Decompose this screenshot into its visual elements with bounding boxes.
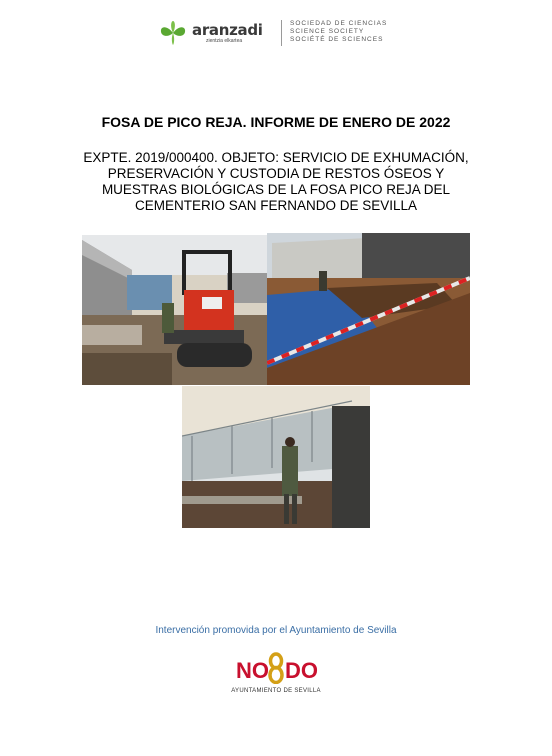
greenhouse-photo <box>182 386 370 528</box>
grave-trench-photo <box>267 233 470 385</box>
subtitle-line: PRESERVACIÓN Y CUSTODIA DE RESTOS ÓSEOS Y <box>107 166 445 181</box>
madeja-icon <box>270 654 282 683</box>
society-line: SOCIÉTÉ DE SCIENCES <box>290 36 384 43</box>
document-title: FOSA DE PICO REJA. INFORME DE ENERO DE 2022 <box>101 114 451 130</box>
logo-text-right: DO <box>285 658 318 683</box>
promoted-by-text: Intervención promovida por el Ayuntamiento de Sevilla <box>155 625 397 636</box>
subtitle-line: EXPTE. 2019/000400. OBJETO: SERVICIO DE EXHUMACIÓN, <box>83 150 469 165</box>
document-subtitle <box>40 150 512 214</box>
aranzadi-logo <box>158 18 263 48</box>
subtitle-line: MUESTRAS BIOLÓGICAS DE LA FOSA PICO REJA DEL <box>101 182 451 197</box>
brand-name: aranzadi <box>192 20 263 39</box>
subtitle-line: CEMENTERIO SAN FERNANDO DE SEVILLA <box>134 198 418 213</box>
aranzadi-leaf-icon <box>158 20 188 46</box>
no8do-logo <box>236 652 318 684</box>
brand-tagline: zientzia elkartea <box>206 37 243 44</box>
society-text <box>290 20 387 44</box>
city-council-label: AYUNTAMIENTO DE SEVILLA <box>231 688 321 694</box>
society-line: SOCIEDAD DE CIENCIAS <box>290 20 388 27</box>
header-divider <box>281 20 282 46</box>
logo-text-left: NO <box>236 658 269 683</box>
society-line: SCIENCE SOCIETY <box>290 28 365 35</box>
excavator-photo <box>82 235 268 385</box>
